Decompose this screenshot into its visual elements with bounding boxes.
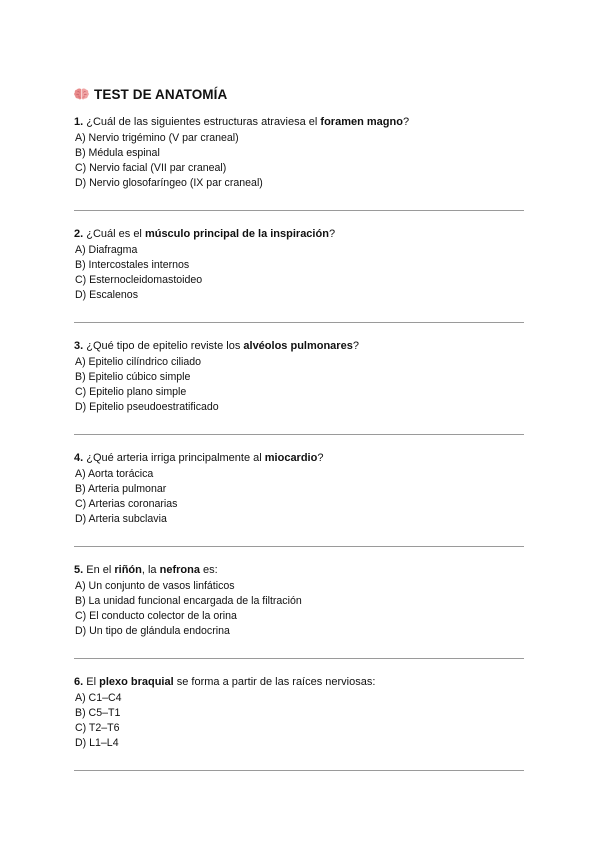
- page-title-text: TEST DE ANATOMÍA: [94, 86, 228, 102]
- question-text: [74, 675, 524, 690]
- question-post: ?: [352, 340, 359, 352]
- question-number: 5.: [74, 564, 84, 576]
- divider: [74, 546, 524, 547]
- options-list: [74, 579, 524, 639]
- option-b: B) Médula espinal: [75, 147, 160, 159]
- page-title: [74, 84, 227, 104]
- option-c: C) Epitelio plano simple: [75, 386, 187, 398]
- question-1: [74, 115, 524, 191]
- question-number: 3.: [74, 340, 84, 352]
- question-3: [74, 339, 524, 415]
- question-keyword: riñón: [114, 564, 142, 576]
- option-d: D) Arteria subclavia: [75, 513, 167, 525]
- option-a: A) C1–C4: [75, 692, 122, 704]
- question-number: 2.: [74, 228, 84, 240]
- options-list: [74, 131, 524, 191]
- question-6: [74, 675, 524, 751]
- option-a: A) Nervio trigémino (V par craneal): [75, 132, 239, 144]
- option-d: D) Epitelio pseudoestratificado: [75, 401, 219, 413]
- option-c: C) El conducto colector de la orina: [75, 610, 237, 622]
- option-b: B) C5–T1: [75, 707, 121, 719]
- options-list: [74, 243, 524, 303]
- option-b: B) Epitelio cúbico simple: [75, 371, 191, 383]
- option-d: D) Nervio glosofaríngeo (IX par craneal): [75, 177, 263, 189]
- question-post: ?: [328, 228, 336, 240]
- option-d: D) Escalenos: [75, 289, 138, 301]
- question-post: ?: [317, 452, 324, 464]
- option-b: B) Intercostales internos: [75, 259, 190, 271]
- question-pre: ¿Qué tipo de epitelio reviste los: [83, 340, 244, 352]
- question-mid: , la: [141, 564, 160, 576]
- options-list: [74, 467, 524, 527]
- question-text: [74, 451, 524, 466]
- divider: [74, 770, 524, 771]
- question-5: [74, 563, 524, 639]
- question-number: 4.: [74, 452, 84, 464]
- option-c: C) Nervio facial (VII par craneal): [75, 162, 227, 174]
- option-b: B) La unidad funcional encargada de la filtración: [75, 595, 302, 607]
- question-number: 1.: [74, 116, 84, 128]
- option-c: C) T2–T6: [75, 722, 120, 734]
- question-pre: ¿Cuál es el: [83, 228, 145, 240]
- option-a: A) Epitelio cilíndrico ciliado: [75, 356, 202, 368]
- question-keyword: músculo principal de la inspiración: [144, 228, 329, 240]
- question-post: ?: [402, 116, 410, 128]
- option-d: D) L1–L4: [75, 737, 119, 749]
- question-number: 6.: [74, 676, 84, 688]
- question-post: se forma a partir de las raíces nerviosas:: [173, 676, 376, 688]
- option-c: C) Arterias coronarias: [75, 498, 178, 510]
- option-a: A) Un conjunto de vasos linfáticos: [75, 580, 235, 592]
- divider: [74, 434, 524, 435]
- question-2: [74, 227, 524, 303]
- option-b: B) Arteria pulmonar: [75, 483, 167, 495]
- option-a: A) Diafragma: [75, 244, 138, 256]
- question-pre: En el: [83, 564, 115, 576]
- question-keyword-2: nefrona: [159, 564, 200, 576]
- divider: [74, 210, 524, 211]
- option-c: C) Esternocleidomastoideo: [75, 274, 203, 286]
- question-keyword: plexo braquial: [99, 676, 174, 688]
- question-4: [74, 451, 524, 527]
- question-text: [74, 563, 524, 578]
- question-text: [74, 115, 524, 130]
- question-text: [74, 227, 524, 242]
- question-keyword: foramen magno: [320, 116, 403, 128]
- question-pre: ¿Cuál de las siguientes estructuras atraviesa el: [83, 116, 321, 128]
- divider: [74, 322, 524, 323]
- options-list: [74, 691, 524, 751]
- question-pre: ¿Qué arteria irriga principalmente al: [83, 452, 265, 464]
- question-keyword: alvéolos pulmonares: [243, 340, 353, 352]
- divider: [74, 658, 524, 659]
- option-d: D) Un tipo de glándula endocrina: [75, 625, 230, 637]
- question-post: es:: [199, 564, 218, 576]
- options-list: [74, 355, 524, 415]
- option-a: A) Aorta torácica: [75, 468, 154, 480]
- question-pre: El: [83, 676, 100, 688]
- brain-icon: [74, 88, 89, 100]
- question-keyword: miocardio: [264, 452, 318, 464]
- question-text: [74, 339, 524, 354]
